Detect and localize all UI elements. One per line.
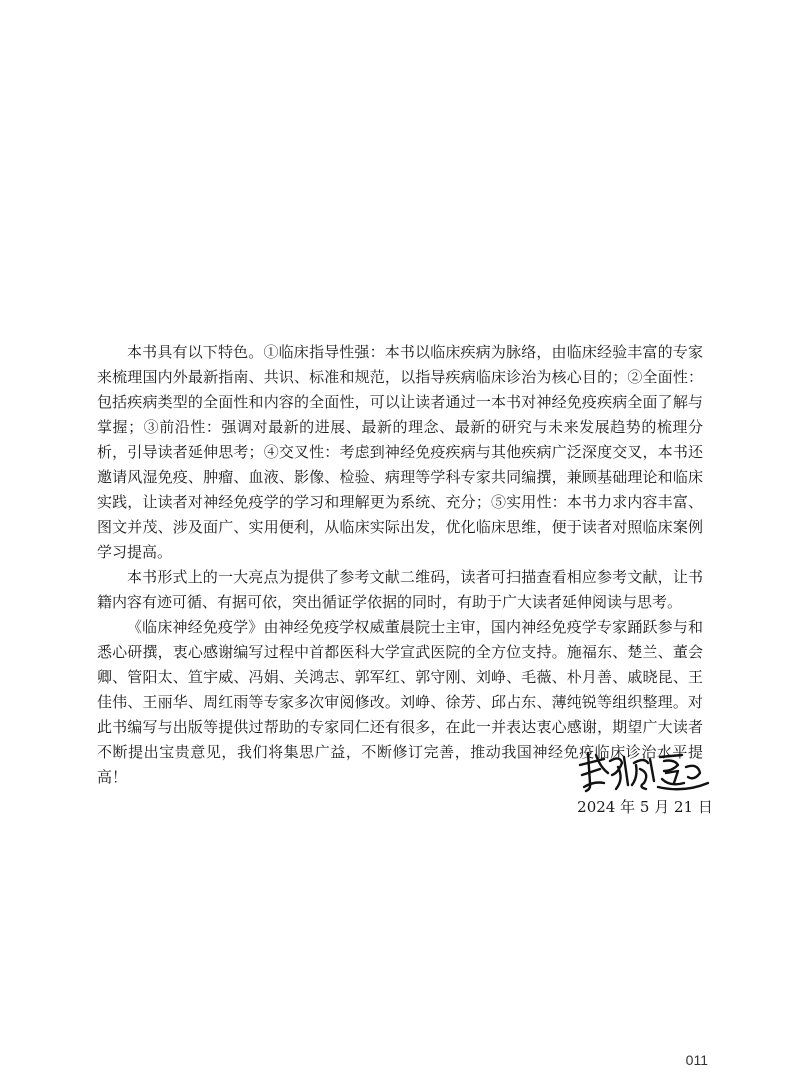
paragraph-qr-references: 本书形式上的一大亮点为提供了参考文献二维码，读者可扫描查看相应参考文献，让书籍内容有迹可循、有据可依，突出循证学依据的同时，有助于广大读者延伸阅读与思考。 (97, 568, 703, 611)
preface-body (97, 340, 703, 790)
paragraph-acknowledgements: 《临床神经免疫学》由神经免疫学权威董晨院士主审，国内神经免疫学专家踊跃参与和悉心研撰，衷心感谢编写过程中首都医科大学宣武医院的全方位支持。施福东、楚兰、董会卿、管阳太、笪宇威、冯娟、关鸿志、郭军红、郭守刚、刘峥、毛薇、朴月善、戚晓昆、王佳伟、王丽华、周红雨等专家多次审阅修改。刘峥、徐芳、邱占东、薄纯锐等组织整理。对此书编写与出版等提供过帮助的专家同仁还有很多，在此一并表达衷心感谢，期望广大读者不断提出宝贵意见，我们将集思广益，不断修订完善，推动我国神经免疫临床诊治水平提高！ (97, 618, 703, 786)
page-number: 011 (685, 1052, 708, 1068)
signature-date: 2024 年 5 月 21 日 (577, 798, 713, 816)
handwritten-signature (574, 743, 714, 801)
paragraph-features: 本书具有以下特色。①临床指导性强：本书以临床疾病为脉络，由临床经验丰富的专家来梳理国内外最新指南、共识、标准和规范，以指导疾病临床诊治为核心目的；②全面性：包括疾病类型的全面性和内容的全面性，可以让读者通过一本书对神经免疫疾病全面了解与掌握；③前沿性：强调对最新的进展、最新的理念、最新的研究与未来发展趋势的梳理分析，引导读者延伸思考；④交叉性：考虑到神经免疫疾病与其他疾病广泛深度交叉，本书还邀请风湿免疫、肿瘤、血液、影像、检验、病理等学科专家共同编撰，兼顾基础理论和临床实践，让读者对神经免疫学的学习和理解更为系统、充分；⑤实用性：本书力求内容丰富、图文并茂、涉及面广、实用便利，从临床实际出发，优化临床思维，便于读者对照临床案例学习提高。 (97, 343, 703, 561)
